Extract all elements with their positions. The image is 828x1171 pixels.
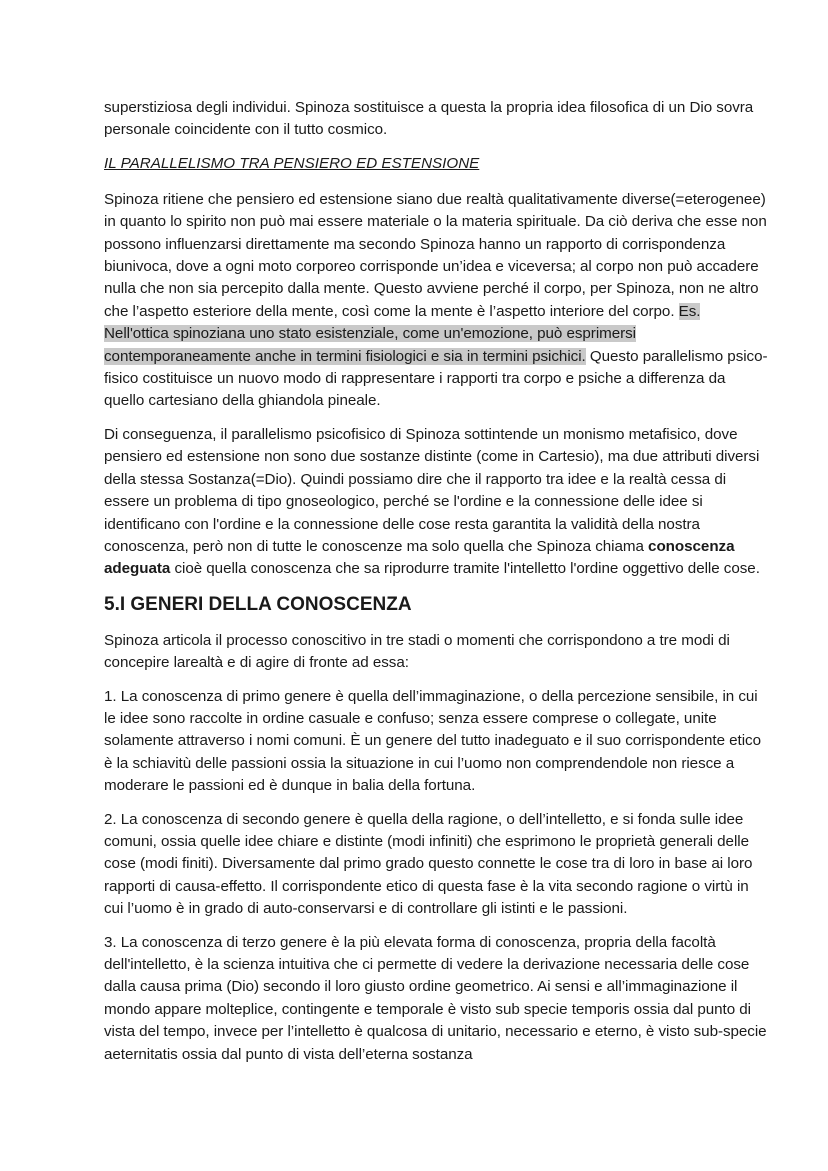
- monism-text-after: cioè quella conoscenza che sa riprodurre tramite l'intelletto l'ordine oggettivo delle cose.: [170, 560, 760, 578]
- parallelism-paragraph: [104, 189, 768, 413]
- knowledge-intro-paragraph: Spinoza articola il processo conoscitivo in tre stadi o momenti che corrispondono a tre modi di concepire larealtà e di agire di fronte ad essa:: [104, 631, 730, 672]
- knowledge-item-second: 2. La conoscenza di secondo genere è quella della ragione, o dell’intelletto, e si fonda sulle idee comuni, ossia quelle idee chiare e distinte (modi infiniti) che esprimono le proprietà generali delle cose (modi finiti). Diversamente dal primo grado questo connette le cose tra di loro in base ai loro rapporti di causa-effetto. Il corrispondente etico di questa fase è la vita secondo ragione o virtù in cui l’uomo è in grado di auto-conservarsi e di controllare gli istinti e le passioni.: [104, 810, 753, 918]
- section-heading-parallelism: IL PARALLELISMO TRA PENSIERO ED ESTENSIONE: [104, 154, 480, 172]
- knowledge-item-third: 3. La conoscenza di terzo genere è la più elevata forma di conoscenza, propria della facoltà dell'intelletto, è la scienza intuitiva che ci permette di vedere la derivazione necessaria delle cose dalla causa prima (Dio) secondo il loro giusto ordine geometrico. Ai sensi e all’immaginazione il mondo appare molteplice, contingente e temporale è visto sub specie temporis ossia dal punto di vista del tempo, invece per l’intelletto è qualcosa di unitario, necessario e eterno, è visto sub-specie aeternitatis ossia dal punto di vista dell’eterna sostanza: [104, 933, 767, 1063]
- monism-text-before: Di conseguenza, il parallelismo psicofisico di Spinoza sottintende un monismo metafisico, dove pensiero ed estensione non sono due sostanze distinte (come in Cartesio), ma due attributi diversi della stessa Sostanza(=Dio). Quindi possiamo dire che il rapporto tra idee e la realtà cessa di essere un problema di tipo gnoseologico, perché se l'ordine e la connessione delle idee si identificano con l'ordine e la connessione delle cose resta garantita la validità della nostra conoscenza, però non di tutte le conoscenze ma solo quella che Spinoza chiama: [104, 425, 760, 555]
- highlighted-example: Es. Nell'ottica spinoziana uno stato esistenziale, come un'emozione, può esprimersi contemporaneamente anche in termini fisiologici e sia in termini psichici.: [104, 302, 701, 365]
- adequate-knowledge-term: conoscenza adeguata: [104, 537, 735, 578]
- intro-paragraph: superstiziosa degli individui. Spinoza sostituisce a questa la propria idea filosofica di un Dio sovra personale coincidente con il tutto cosmico.: [104, 99, 754, 139]
- monism-paragraph: [104, 424, 768, 581]
- chapter-heading-knowledge: 5.I GENERI DELLA CONOSCENZA: [104, 593, 412, 615]
- parallelism-text-after: Questo parallelismo psico-fisico costituisce un nuovo modo di rappresentare i rapporti tra corpo e psiche a differenza da quello cartesiano della ghiandola pineale.: [104, 347, 768, 410]
- knowledge-item-first: 1. La conoscenza di primo genere è quella dell’immaginazione, o della percezione sensibile, in cui le idee sono raccolte in ordine casuale e confuso; senza essere comprese o collegate, unite solamente attraverso i nomi comuni. È un genere del tutto inadeguato e il suo corrispondente etico è la schiavitù delle passioni ossia la situazione in cui l’uomo non comprendendole non riesce a moderare le passioni ed è dunque in balia della fortuna.: [104, 687, 761, 795]
- parallelism-text-before: Spinoza ritiene che pensiero ed estensione siano due realtà qualitativamente diverse(=eterogenee) in quanto lo spirito non può mai essere materiale o la materia spirituale. Da ciò deriva che esse non possono influenzarsi direttamente ma secondo Spinoza hanno un rapporto di corrispondenza biunivoca, dove a ogni moto corporeo corrisponde un’idea e viceversa; al corpo non può accadere nulla che non sia percepito dalla mente. Questo avviene perché il corpo, per Spinoza, non ne altro che l’aspetto esteriore della mente, così come la mente è l’aspetto interiore del corpo.: [104, 190, 767, 320]
